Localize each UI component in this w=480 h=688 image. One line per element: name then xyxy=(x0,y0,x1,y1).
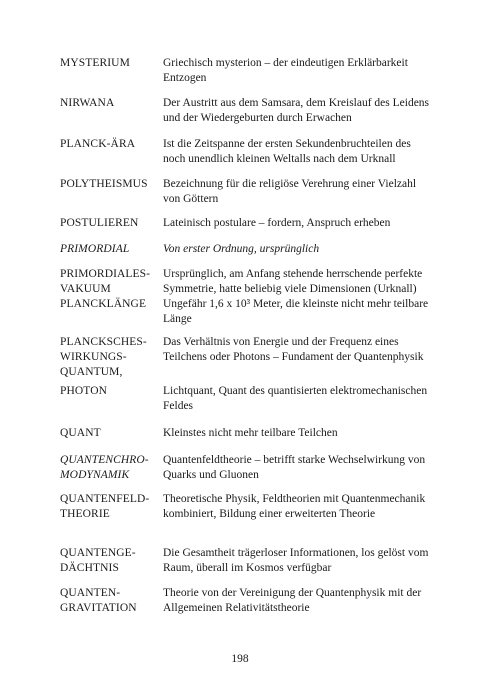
glossary-term: QUANT xyxy=(60,427,101,439)
glossary-term: POSTULIEREN xyxy=(60,217,139,229)
glossary-definition: Theorie von der Vereinigung der Quantenphysik mit der Allgemeinen Relativitätstheorie xyxy=(163,587,422,614)
glossary-definition: Ursprünglich, am Anfang stehende herrschende perfekte Symmetrie, hatte beliebig viele Dimensionen (Urknall) Ungefähr 1,6 x 10³ Meter, die kleinste nicht mehr teilbare Länge xyxy=(163,268,429,325)
glossary-definition: Das Verhältnis von Energie und der Frequenz eines Teilchens oder Photons – Fundament der Quantenphysik xyxy=(163,336,424,363)
glossary-definition: Von erster Ordnung, ursprünglich xyxy=(163,243,320,255)
glossary-term: PLANCK-ÄRA xyxy=(60,138,136,150)
glossary-definition: Quantenfeldtheorie – betrifft starke Wechselwirkung von Quarks und Gluonen xyxy=(163,454,426,481)
glossary-term: PRIMORDIAL xyxy=(60,243,130,255)
glossary-definition: Bezeichnung für die religiöse Verehrung einer Vielzahl von Göttern xyxy=(163,178,417,205)
glossary-definition: Die Gesamtheit trägerloser Informationen, los gelöst vom Raum, überall im Kosmos verfügbar xyxy=(163,547,429,574)
glossary-definition: Lichtquant, Quant des quantisierten elektromechanischen Feldes xyxy=(163,385,428,412)
glossary-term: PRIMORDIALES-VAKUUM PLANCKLÄNGE xyxy=(60,268,151,310)
glossary-term: PLANCKSCHES-WIRKUNGS-QUANTUM, xyxy=(60,336,147,378)
glossary-term: QUANTENGE-DÄCHTNIS xyxy=(60,547,136,574)
glossary-definition: Griechisch mysterion – der eindeutigen Erklärbarkeit Entzogen xyxy=(163,57,408,84)
glossary-definition: Der Austritt aus dem Samsara, dem Kreislauf des Leidens und der Wiedergeburten durch Erwachen xyxy=(163,97,430,124)
glossary-term: MYSTERIUM xyxy=(60,57,130,69)
glossary-term: NIRWANA xyxy=(60,97,115,109)
glossary-definition: Ist die Zeitspanne der ersten Sekundenbruchteilen des noch unendlich kleinen Weltalls nach dem Urknall xyxy=(163,138,411,165)
glossary-definition: Kleinstes nicht mehr teilbare Teilchen xyxy=(163,427,338,439)
glossary-term: QUANTEN-GRAVITATION xyxy=(60,587,137,614)
glossary-definition: Lateinisch postulare – fordern, Anspruch erheben xyxy=(163,217,391,229)
glossary-term: QUANTENFELD-THEORIE xyxy=(60,493,150,520)
glossary-term: PHOTON xyxy=(60,385,108,397)
page-number: 198 xyxy=(231,653,249,665)
glossary-term: QUANTENCHRO-MODYNAMIK xyxy=(60,454,149,481)
glossary-term: POLYTHEISMUS xyxy=(60,178,148,190)
glossary-definition: Theoretische Physik, Feldtheorien mit Quantenmechanik kombiniert, Bildung einer erweiterten Theorie xyxy=(163,493,426,520)
